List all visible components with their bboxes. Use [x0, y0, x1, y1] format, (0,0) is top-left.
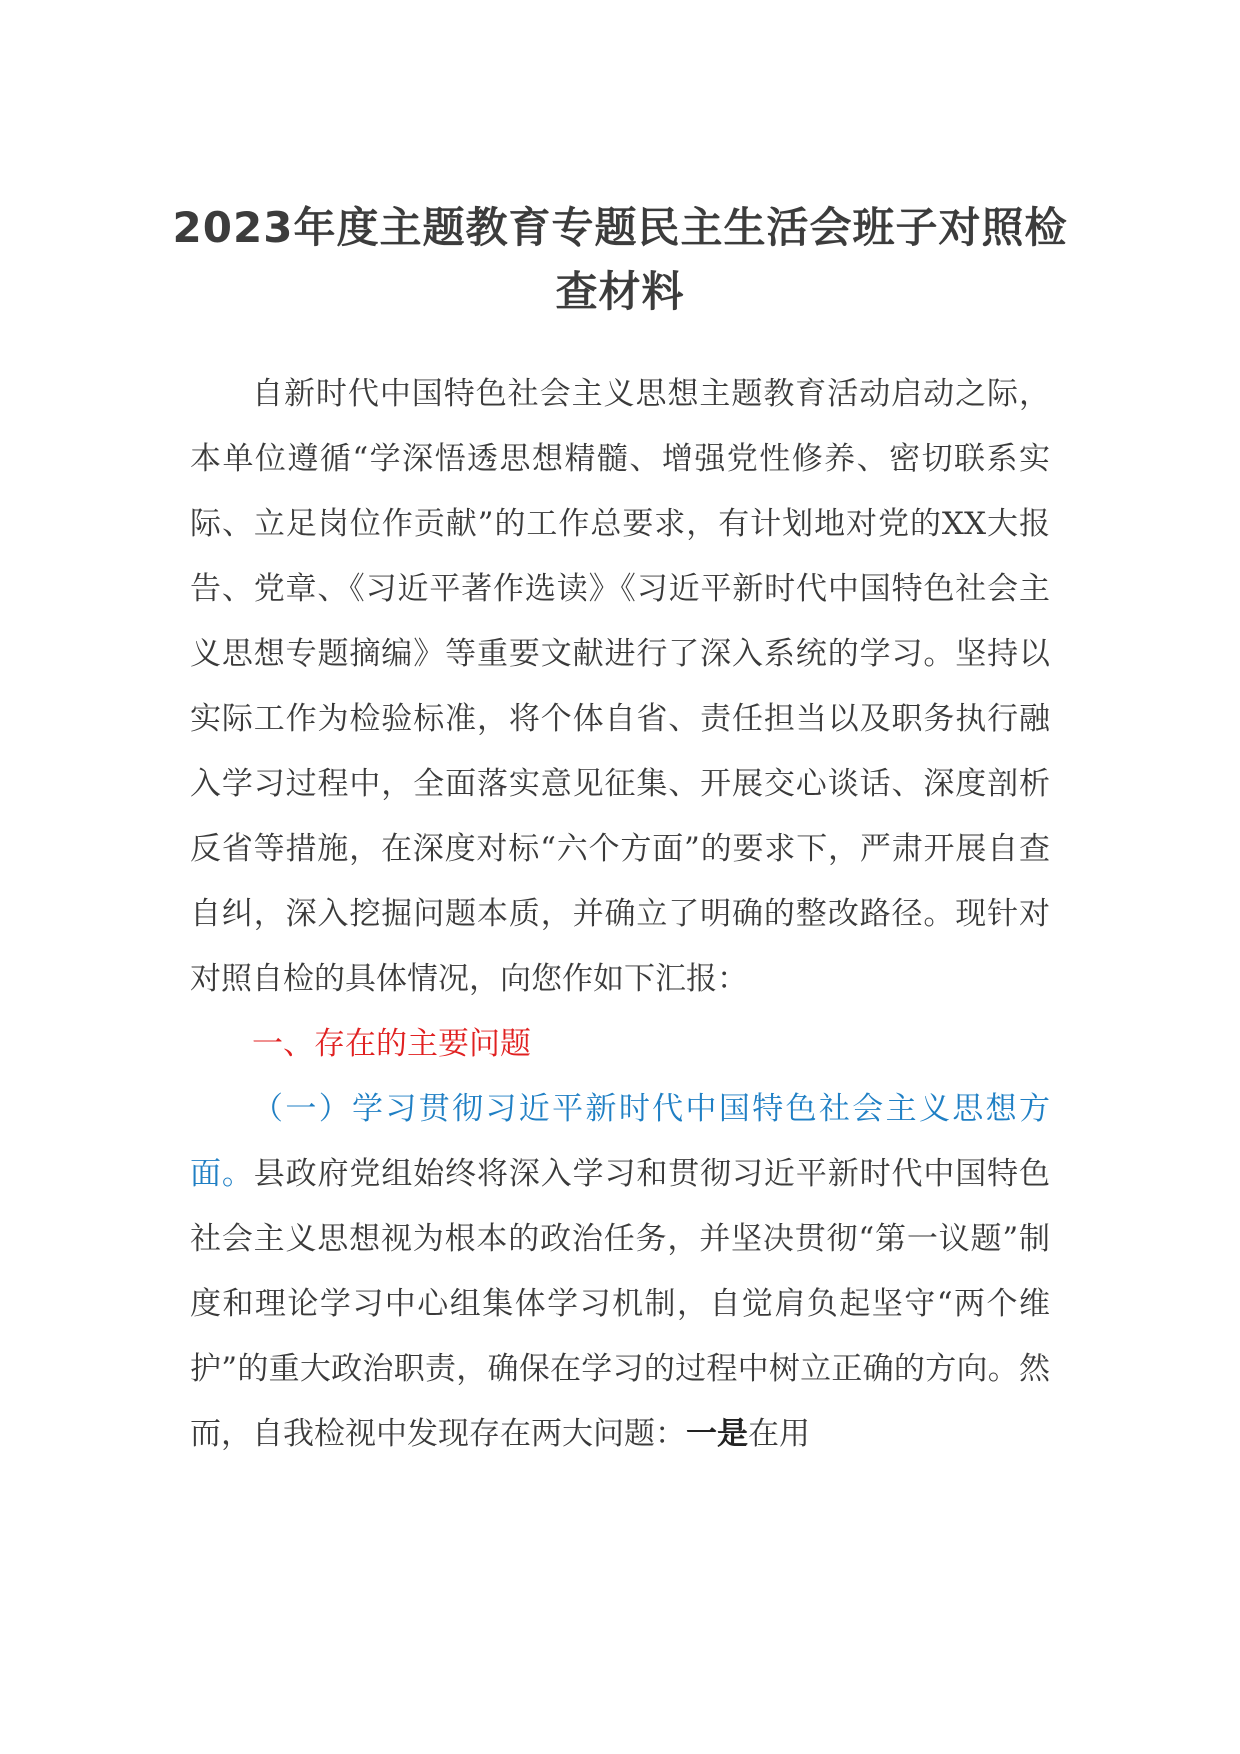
intro-paragraph: 自新时代中国特色社会主义思想主题教育活动启动之际，本单位遵循“学深悟透思想精髓、增强党性修养、密切联系实际、立足岗位作贡献”的工作总要求，有计划地对党的XX大报告、党章、《习近平著作选读》《习近平新时代中国特色社会主义思想专题摘编》等重要文献进行了深入系统的学习。坚持以实际工作为检验标准，将个体自省、责任担当以及职务执行融入学习过程中，全面落实意见征集、开展交心谈话、深度剖析反省等措施，在深度对标“六个方面”的要求下，严肃开展自查自纠，深入挖掘问题本质，并确立了明确的整改路径。现针对对照自检的具体情况，向您作如下汇报：: [190, 376, 1050, 997]
document-title: 2023年度主题教育专题民主生活会班子对照检查材料: [172, 203, 1068, 316]
subsection-tail-text: 在用: [748, 1416, 810, 1452]
subsection-heading: （一）学习贯彻习近平新时代中国特色社会主义思想方面。: [190, 1091, 1050, 1192]
document-body: [190, 362, 1050, 1467]
emphasis-text: 一是: [686, 1416, 748, 1452]
section-heading: 一、存在的主要问题: [252, 1026, 531, 1062]
subsection-text: 县政府党组始终将深入学习和贯彻习近平新时代中国特色社会主义思想视为根本的政治任务，并坚决贯彻“第一议题”制度和理论学习中心组集体学习机制，自觉肩负起坚守“两个维护”的重大政治职责，确保在学习的过程中树立正确的方向。然而，自我检视中发现存在两大问题：: [190, 1156, 1051, 1452]
subsection-paragraph: [190, 1077, 1050, 1467]
